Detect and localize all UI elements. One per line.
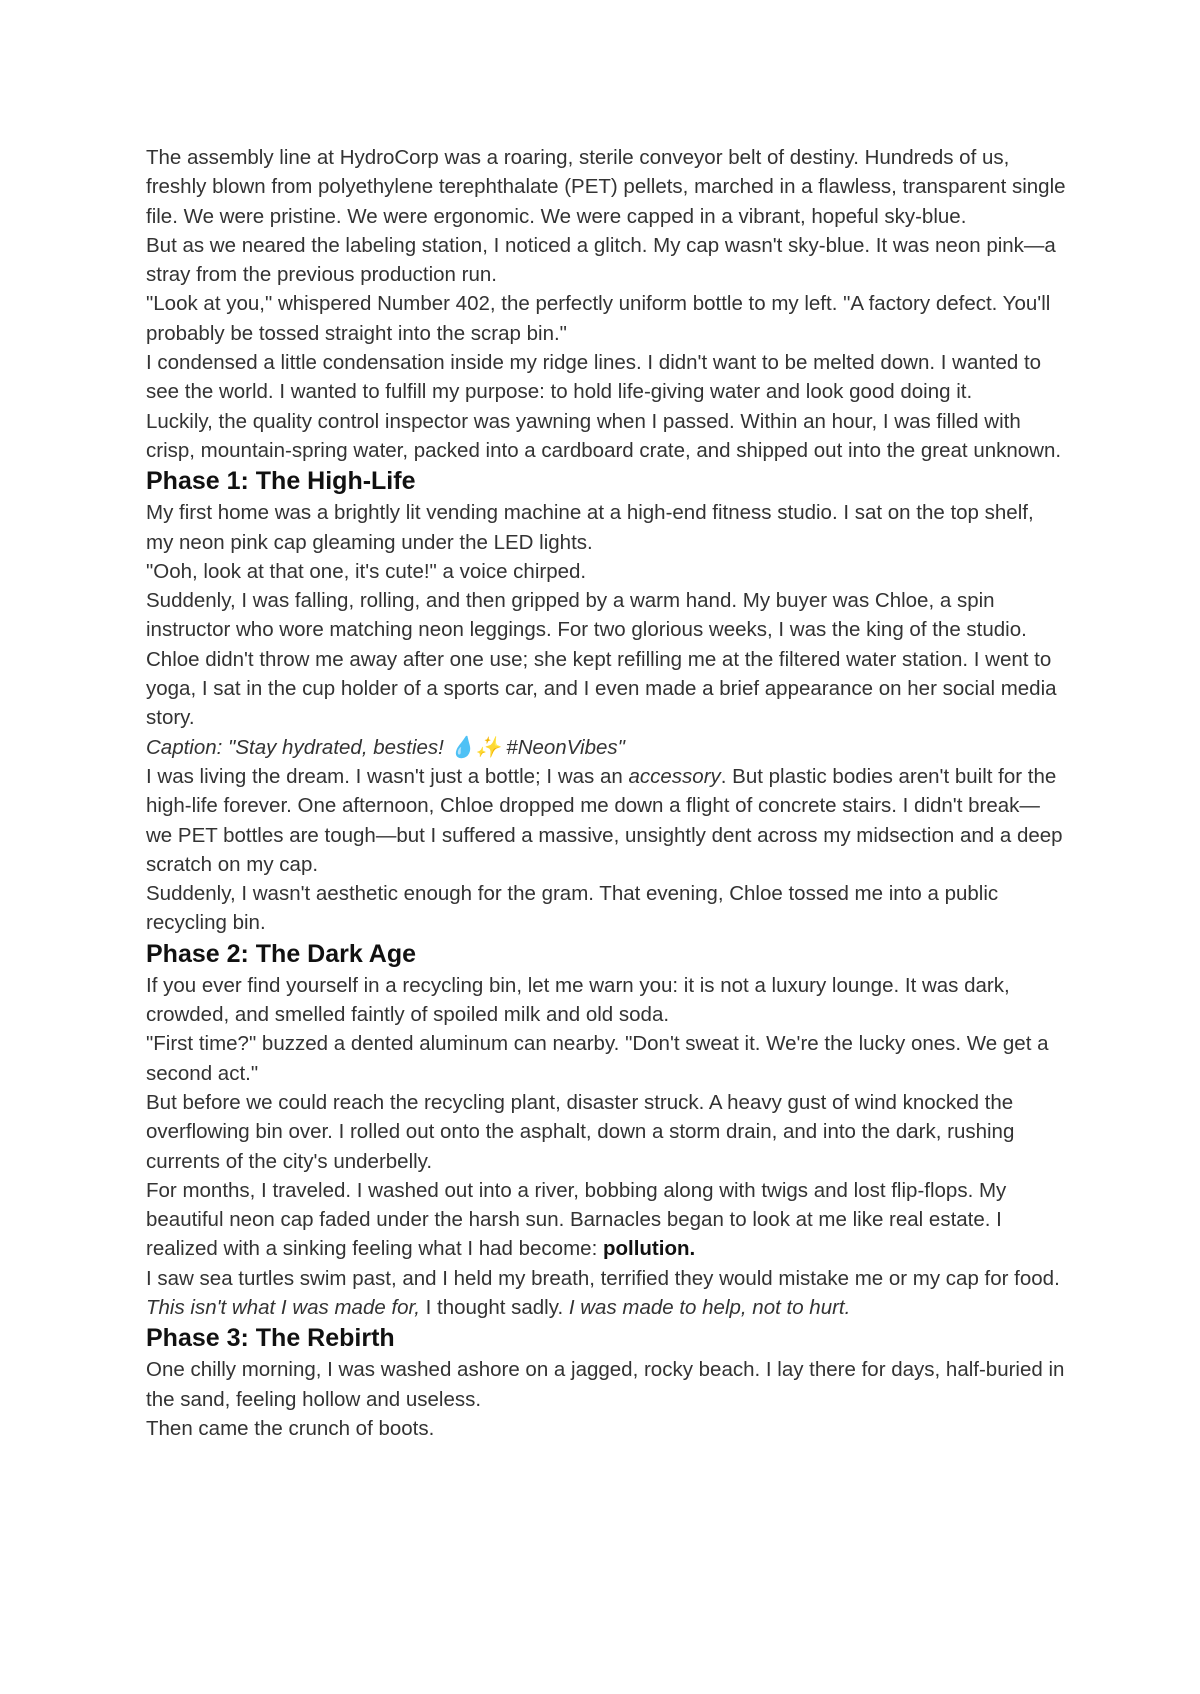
phase-1-heading: Phase 1: The High-Life — [146, 467, 416, 496]
text-run: I saw sea turtles swim past, and I held my breath, terrified they would mistake me or my cap for food. — [146, 1266, 1060, 1290]
emphasis-thought-2: I was made to help, not to hurt. — [568, 1295, 851, 1319]
text-run: For months, I traveled. I washed out into a river, bobbing along with twigs and lost flip-flops. My beautiful neon cap faded under the harsh sun. Barnacles began to look at me like real estate. I realized with a sinking feeling what I had become: — [146, 1178, 1007, 1261]
phase-1-paragraph-2: "Ooh, look at that one, it's cute!" a voice chirped. — [146, 559, 587, 583]
phase-2-paragraph-5 — [146, 1264, 1066, 1323]
text-run: I thought sadly. — [419, 1295, 569, 1319]
text-run: I was living the dream. I wasn't just a bottle; I was an — [146, 764, 629, 788]
intro-paragraph-2: But as we neared the labeling station, I noticed a glitch. My cap wasn't sky-blue. It was neon pink—a stray from the previous production run. — [146, 233, 1056, 287]
document-page — [146, 143, 1066, 1443]
intro-paragraph-4: I condensed a little condensation inside my ridge lines. I didn't want to be melted down. I wanted to see the world. I wanted to fulfill my purpose: to hold life-giving water and look good doing it. — [146, 351, 1042, 404]
intro-paragraph-5: Luckily, the quality control inspector was yawning when I passed. Within an hour, I was filled with crisp, mountain-spring water, packed into a cardboard crate, and shipped out into the great unknown. — [146, 409, 1062, 462]
phase-2-heading: Phase 2: The Dark Age — [146, 939, 417, 968]
phase-2-paragraph-4 — [146, 1176, 1066, 1264]
phase-3-paragraph-2: Then came the crunch of boots. — [146, 1416, 435, 1440]
caption-text: Caption: "Stay hydrated, besties! 💧✨ #NeonVibes" — [146, 735, 625, 759]
intro-paragraph-1: The assembly line at HydroCorp was a roaring, sterile conveyor belt of destiny. Hundreds of us, freshly blown from polyethylene terephthalate (PET) pellets, marched in a flawless, transparent single file. We were pristine. We were ergonomic. We were capped in a vibrant, hopeful sky-blue. — [146, 146, 1066, 228]
phase-1-paragraph-1: My first home was a brightly lit vending machine at a high-end fitness studio. I sat on the top shelf, my neon pink cap gleaming under the LED lights. — [146, 501, 1034, 554]
phase-1-paragraph-5 — [146, 762, 1066, 879]
phase-2-paragraph-2: "First time?" buzzed a dented aluminum can nearby. "Don't sweat it. We're the lucky ones. We get a second act." — [146, 1032, 1049, 1085]
phase-1-caption — [146, 733, 1066, 762]
emphasis-accessory: accessory — [628, 764, 721, 788]
bold-pollution: pollution. — [602, 1237, 696, 1261]
phase-3-paragraph-1: One chilly morning, I was washed ashore on a jagged, rocky beach. I lay there for days, half-buried in the sand, feeling hollow and useless. — [146, 1358, 1065, 1411]
phase-1-paragraph-3: Suddenly, I was falling, rolling, and then gripped by a warm hand. My buyer was Chloe, a spin instructor who wore matching neon leggings. For two glorious weeks, I was the king of the studio. Chloe didn't throw me away after one use; she kept refilling me at the filtered water station. I went to yoga, I sat in the cup holder of a sports car, and I even made a brief appearance on her social media story. — [146, 589, 1057, 730]
phase-2-paragraph-3: But before we could reach the recycling plant, disaster struck. A heavy gust of wind knocked the overflowing bin over. I rolled out onto the asphalt, down a storm drain, and into the dark, rushing currents of the city's underbelly. — [146, 1090, 1015, 1173]
intro-paragraph-3: "Look at you," whispered Number 402, the perfectly uniform bottle to my left. "A factory defect. You'll probably be tossed straight into the scrap bin." — [146, 292, 1051, 345]
phase-1-paragraph-6: Suddenly, I wasn't aesthetic enough for the gram. That evening, Chloe tossed me into a public recycling bin. — [146, 882, 999, 935]
emphasis-thought-1: This isn't what I was made for, — [146, 1295, 420, 1319]
phase-2-paragraph-1: If you ever find yourself in a recycling bin, let me warn you: it is not a luxury lounge. It was dark, crowded, and smelled faintly of spoiled milk and old soda. — [146, 973, 1010, 1027]
phase-3-heading: Phase 3: The Rebirth — [146, 1324, 395, 1353]
text-run: . But plastic bodies aren't built for the high-life forever. One afternoon, Chloe dropped me down a flight of concrete stairs. I didn't break—we PET bottles are tough—but I suffered a massive, unsightly dent across my midsection and a deep scratch on my cap. — [146, 764, 1063, 876]
